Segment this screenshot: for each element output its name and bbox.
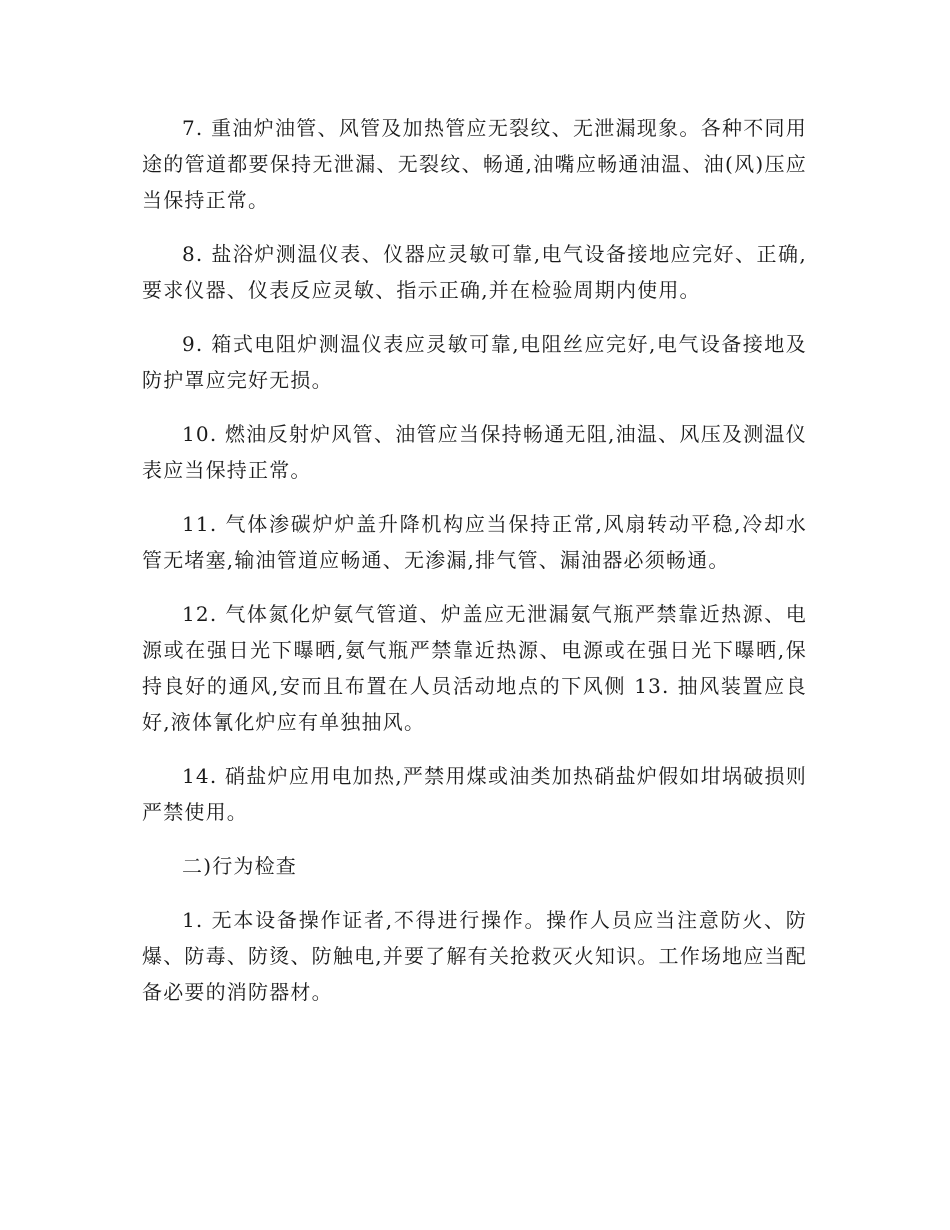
paragraph-item-7: 7. 重油炉油管、风管及加热管应无裂纹、无泄漏现象。各种不同用途的管道都要保持无泄漏、无裂纹、畅通,油嘴应畅通油温、油(风)压应当保持正常。 [142,116,807,212]
section-heading-behavior-check: 二)行为检查 [182,854,298,878]
document-body [142,110,807,1028]
paragraph-item-11: 11. 气体渗碳炉炉盖升降机构应当保持正常,风扇转动平稳,冷却水管无堵塞,输油管道应畅通、无渗漏,排气管、漏油器必须畅通。 [142,512,807,572]
paragraph-item-behavior-1: 1. 无本设备操作证者,不得进行操作。操作人员应当注意防火、防爆、防毒、防烫、防触电,并要了解有关抢救灭火知识。工作场地应当配备必要的消防器材。 [142,908,807,1004]
paragraph-item-12: 12. 气体氮化炉氨气管道、炉盖应无泄漏氨气瓶严禁靠近热源、电源或在强日光下曝晒,氨气瓶严禁靠近热源、电源或在强日光下曝晒,保持良好的通风,安而且布置在人员活动地点的下风侧 13. 抽风装置应良好,液体氰化炉应有单独抽风。 [142,602,807,734]
paragraph-item-14: 14. 硝盐炉应用电加热,严禁用煤或油类加热硝盐炉假如坩埚破损则严禁使用。 [142,764,807,824]
paragraph-item-9: 9. 箱式电阻炉测温仪表应灵敏可靠,电阻丝应完好,电气设备接地及防护罩应完好无损。 [142,332,807,392]
paragraph-item-8: 8. 盐浴炉测温仪表、仪器应灵敏可靠,电气设备接地应完好、正确,要求仪器、仪表反应灵敏、指示正确,并在检验周期内使用。 [142,242,807,302]
paragraph-item-10: 10. 燃油反射炉风管、油管应当保持畅通无阻,油温、风压及测温仪表应当保持正常。 [142,422,807,482]
